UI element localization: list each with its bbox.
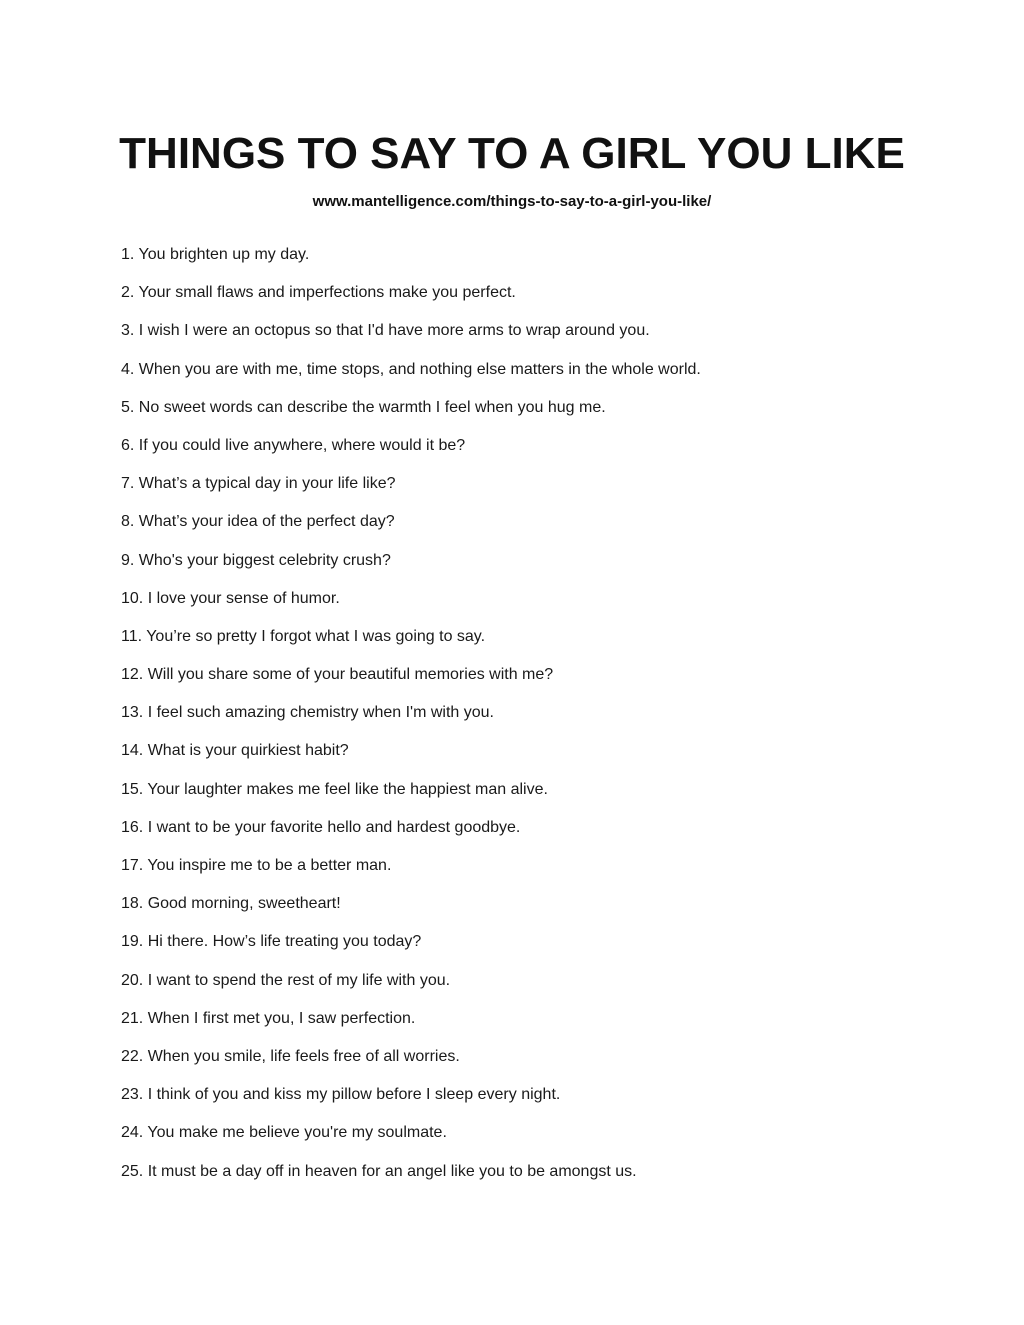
phrase-list [121, 243, 701, 1198]
list-item: 4. When you are with me, time stops, and nothing else matters in the whole world. [121, 360, 701, 378]
list-item: 24. You make me believe you're my soulmate. [121, 1124, 447, 1142]
list-item: 1. You brighten up my day. [121, 246, 310, 263]
list-item: 23. I think of you and kiss my pillow before I sleep every night. [121, 1086, 561, 1104]
list-item: 19. Hi there. How’s life treating you today? [121, 933, 422, 951]
list-item: 12. Will you share some of your beautiful memories with me? [121, 666, 554, 684]
list-item: 21. When I first met you, I saw perfection. [121, 1009, 416, 1027]
list-item: 9. Who's your biggest celebrity crush? [121, 551, 391, 569]
list-item: 13. I feel such amazing chemistry when I'm with you. [121, 704, 494, 722]
list-item: 7. What’s a typical day in your life like? [121, 475, 396, 493]
list-item: 11. You’re so pretty I forgot what I was going to say. [121, 627, 486, 645]
list-item: 5. No sweet words can describe the warmth I feel when you hug me. [121, 398, 606, 416]
source-url: www.mantelligence.com/things-to-say-to-a-girl-you-like/ [312, 193, 712, 210]
list-item: 20. I want to spend the rest of my life with you. [121, 971, 451, 989]
list-item: 18. Good morning, sweetheart! [121, 895, 341, 913]
list-item: 10. I love your sense of humor. [121, 589, 340, 607]
list-item: 6. If you could live anywhere, where would it be? [121, 436, 466, 454]
list-item: 22. When you smile, life feels free of all worries. [121, 1047, 460, 1065]
page-title: THINGS TO SAY TO A GIRL YOU LIKE [119, 129, 905, 178]
list-item: 16. I want to be your favorite hello and hardest goodbye. [121, 818, 521, 836]
list-item: 8. What’s your idea of the perfect day? [121, 513, 395, 531]
list-item: 14. What is your quirkiest habit? [121, 742, 349, 760]
list-item: 2. Your small flaws and imperfections make you perfect. [121, 284, 516, 302]
list-item: 17. You inspire me to be a better man. [121, 857, 392, 874]
list-item: 3. I wish I were an octopus so that I'd have more arms to wrap around you. [121, 322, 650, 340]
list-item: 25. It must be a day off in heaven for an angel like you to be amongst us. [121, 1162, 637, 1180]
list-item: 15. Your laughter makes me feel like the happiest man alive. [121, 780, 548, 798]
